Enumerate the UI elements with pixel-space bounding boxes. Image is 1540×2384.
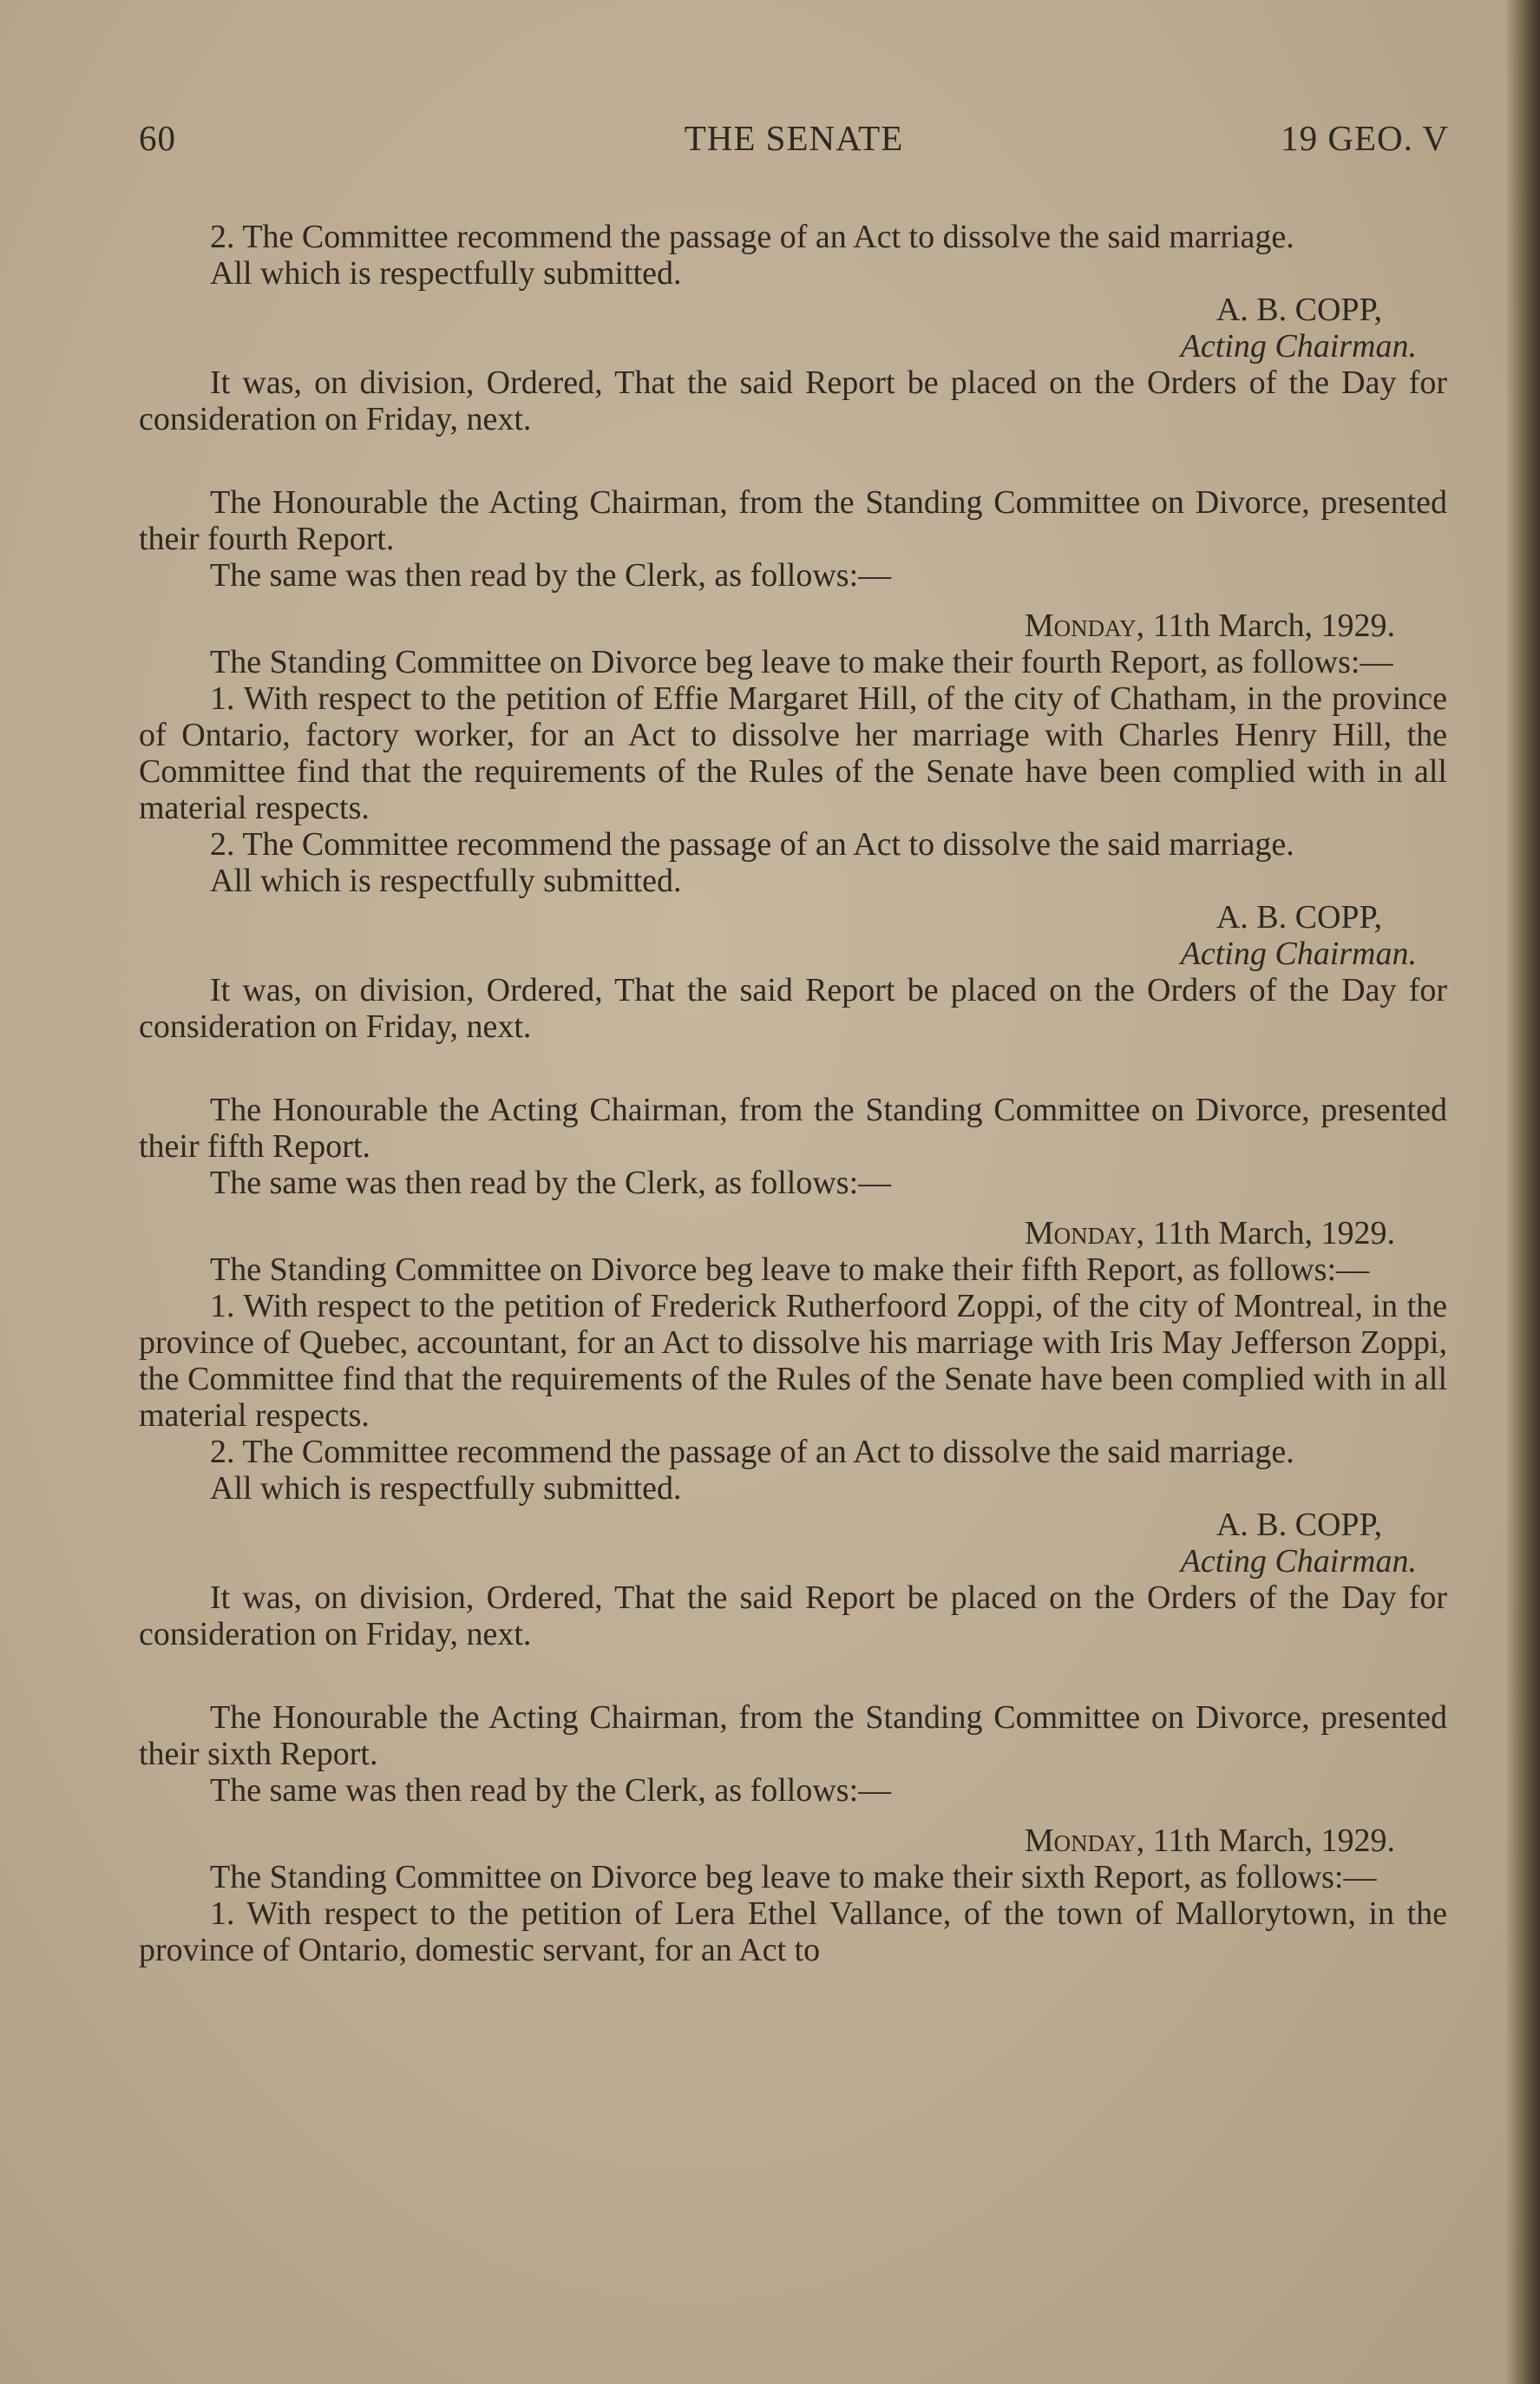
- paragraph: 1. With respect to the petition of Effie Margaret Hill, of the city of Chatham, in the province of Ontario, factory worker, for an Act to dissolve her marriage with Charles Henry Hill, the Committee find that the requirements of the Rules of the Senate have been complied with in all material respects.: [139, 680, 1447, 826]
- page-number: 60: [139, 118, 176, 158]
- paragraph: It was, on division, Ordered, That the said Report be placed on the Orders of the Day for consideration on Friday, next.: [139, 1579, 1447, 1652]
- page-body: [139, 219, 1447, 1968]
- report-date: Monday, 11th March, 1929.: [1024, 1822, 1395, 1859]
- paragraph: 2. The Committee recommend the passage of an Act to dissolve the said marriage.: [210, 826, 1294, 863]
- report-date: Monday, 11th March, 1929.: [1024, 607, 1395, 644]
- paragraph: It was, on division, Ordered, That the said Report be placed on the Orders of the Day for consideration on Friday, next.: [139, 364, 1447, 437]
- paragraph: All which is respectfully submitted.: [210, 255, 682, 292]
- signature-title: Acting Chairman.: [1180, 328, 1417, 364]
- book-spine-shadow: [1505, 0, 1540, 2384]
- paragraph: The Honourable the Acting Chairman, from the Standing Committee on Divorce, presented their fourth Report.: [139, 484, 1447, 557]
- regnal-year: 19 GEO. V: [1281, 118, 1449, 158]
- report-date: Monday, 11th March, 1929.: [1024, 1215, 1395, 1251]
- paragraph: All which is respectfully submitted.: [210, 863, 682, 899]
- signature-title: Acting Chairman.: [1180, 936, 1417, 972]
- paragraph: The same was then read by the Clerk, as follows:—: [210, 1165, 892, 1201]
- signature: A. B. COPP,: [1216, 292, 1382, 328]
- paragraph: 2. The Committee recommend the passage of an Act to dissolve the said marriage.: [210, 219, 1294, 255]
- paragraph: 1. With respect to the petition of Frederick Rutherfoord Zoppi, of the city of Montreal, in the province of Quebec, accountant, for an Act to dissolve his marriage with Iris May Jefferson Zoppi, the Committee find that the requirements of the Rules of the Senate have been complied with in all material respects.: [139, 1288, 1447, 1434]
- paragraph: The Standing Committee on Divorce beg leave to make their fifth Report, as follows:—: [210, 1251, 1370, 1288]
- paragraph: All which is respectfully submitted.: [210, 1470, 682, 1507]
- signature: A. B. COPP,: [1216, 899, 1382, 936]
- paragraph: The Honourable the Acting Chairman, from the Standing Committee on Divorce, presented their sixth Report.: [139, 1699, 1447, 1772]
- signature-title: Acting Chairman.: [1180, 1543, 1417, 1579]
- signature: A. B. COPP,: [1216, 1507, 1382, 1543]
- paragraph: 1. With respect to the petition of Lera Ethel Vallance, of the town of Mallorytown, in the province of Ontario, domestic servant, for an Act to: [139, 1895, 1447, 1968]
- paragraph: It was, on division, Ordered, That the said Report be placed on the Orders of the Day for consideration on Friday, next.: [139, 972, 1447, 1045]
- paragraph: 2. The Committee recommend the passage of an Act to dissolve the said marriage.: [210, 1434, 1294, 1470]
- paragraph: The Standing Committee on Divorce beg leave to make their fourth Report, as follows:—: [210, 644, 1393, 680]
- paragraph: The Standing Committee on Divorce beg leave to make their sixth Report, as follows:—: [210, 1859, 1377, 1895]
- paragraph: The same was then read by the Clerk, as follows:—: [210, 1772, 892, 1809]
- paragraph: The same was then read by the Clerk, as follows:—: [210, 557, 892, 594]
- paragraph: The Honourable the Acting Chairman, from the Standing Committee on Divorce, presented their fifth Report.: [139, 1092, 1447, 1165]
- page-header: [139, 117, 1449, 161]
- running-title: THE SENATE: [684, 118, 904, 158]
